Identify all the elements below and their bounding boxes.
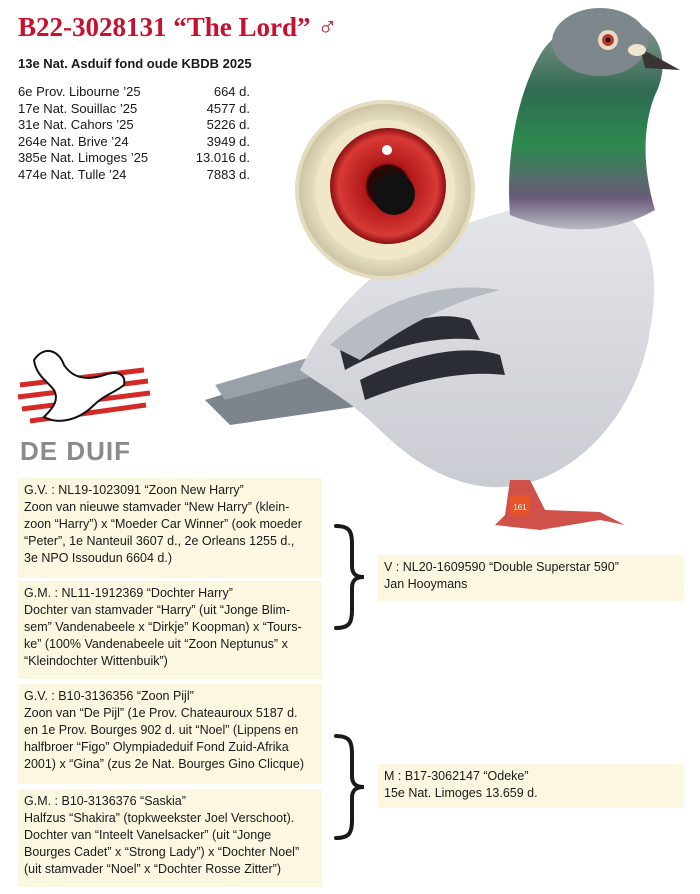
result-row: 6e Prov. Libourne ’25 664 d. — [18, 84, 250, 99]
pedigree-gm2-head: G.M. : B10-3136376 “Saskia” — [24, 794, 186, 808]
pedigree-line: halfbroer “Figo” Olympiadeduif Fond Zuid-Afrika — [24, 740, 289, 754]
pedigree-line: Bourges Cadet” x “Strong Lady”) x “Dochter Noel” — [24, 845, 300, 859]
pedigree-gm2 — [18, 789, 322, 887]
pedigree-line: Dochter van stamvader “Harry” (uit “Jonge Blim- — [24, 603, 291, 617]
pedigree-father — [378, 555, 684, 601]
result-row: 31e Nat. Cahors ’25 5226 d. — [18, 117, 250, 132]
pedigree-line: 3e NPO Issoudun 6604 d.) — [24, 551, 173, 565]
achievement-subtitle: 13e Nat. Asduif fond oude KBDB 2025 — [18, 56, 252, 71]
result-row: 264e Nat. Brive ’24 3949 d. — [18, 133, 250, 149]
pedigree-line: en 1e Prov. Bourges 902 d. uit “Noel” (Lippens en — [24, 723, 299, 737]
pedigree-mother — [378, 764, 684, 808]
pedigree-line: 2001) x “Gina” (zus 2e Nat. Bourges Gino Clicque) — [24, 757, 304, 771]
pedigree-line: Dochter van “Inteelt Vanelsacker” (uit “Jonge — [24, 828, 272, 842]
pedigree-line: Zoon van “De Pijl” (1e Prov. Chateauroux 5187 d. — [24, 706, 298, 720]
result-row: 17e Nat. Souillac ’25 4577 d. — [18, 100, 250, 116]
brace-icon — [332, 732, 372, 842]
pigeon-title: B22-3028131 “The Lord” ♂ — [18, 12, 338, 42]
pedigree-mother-head: M : B17-3062147 “Odeke” — [384, 769, 529, 783]
pedigree-line: Zoon van nieuwe stamvader “New Harry” (klein- — [24, 500, 290, 514]
pedigree-line: sem” Vandenabeele x “Dirkje” Koopman) x “Tours- — [24, 620, 302, 634]
pedigree-line: “Peter”, 1e Nanteuil 3607 d., 2e Orleans 1255 d., — [24, 534, 295, 548]
pedigree-line: Jan Hooymans — [384, 577, 468, 591]
pedigree-gv1 — [18, 478, 322, 578]
pedigree-line: zoon “Harry”) x “Moeder Car Winner” (ook moeder — [24, 517, 302, 531]
pedigree-line: ke” (100% Vandenabeele uit “Zoon Neptunus” x — [24, 637, 288, 651]
logo-text: DE DUIF — [20, 436, 131, 466]
result-row: 474e Nat. Tulle ’24 7883 d. — [18, 166, 250, 182]
pedigree-gm1 — [18, 581, 322, 679]
pedigree-gv1-head: G.V. : NL19-1023091 “Zoon New Harry” — [24, 483, 244, 497]
result-row: 385e Nat. Limoges ’25 13.016 d. — [18, 150, 250, 165]
leg-ring-label: 161 — [513, 503, 527, 512]
brace-icon — [332, 522, 372, 632]
pedigree-gv2 — [18, 684, 322, 784]
pedigree-gm1-head: G.M. : NL11-1912369 “Dochter Harry” — [24, 586, 233, 600]
pigeon-photo — [200, 0, 700, 545]
pedigree-gv2-head: G.V. : B10-3136356 “Zoon Pijl” — [24, 689, 194, 703]
pedigree-line: “Kleindochter Wittenbuik”) — [24, 654, 168, 668]
pedigree-line: 15e Nat. Limoges 13.659 d. — [384, 786, 538, 800]
pedigree-father-head: V : NL20-1609590 “Double Superstar 590” — [384, 560, 619, 574]
de-duif-logo — [14, 345, 154, 440]
pedigree-line: (uit stamvader “Noel” x “Dochter Rosse Zitter”) — [24, 862, 282, 876]
pedigree-line: Halfzus “Shakira” (topkweekster Joel Verschoot). — [24, 811, 295, 825]
